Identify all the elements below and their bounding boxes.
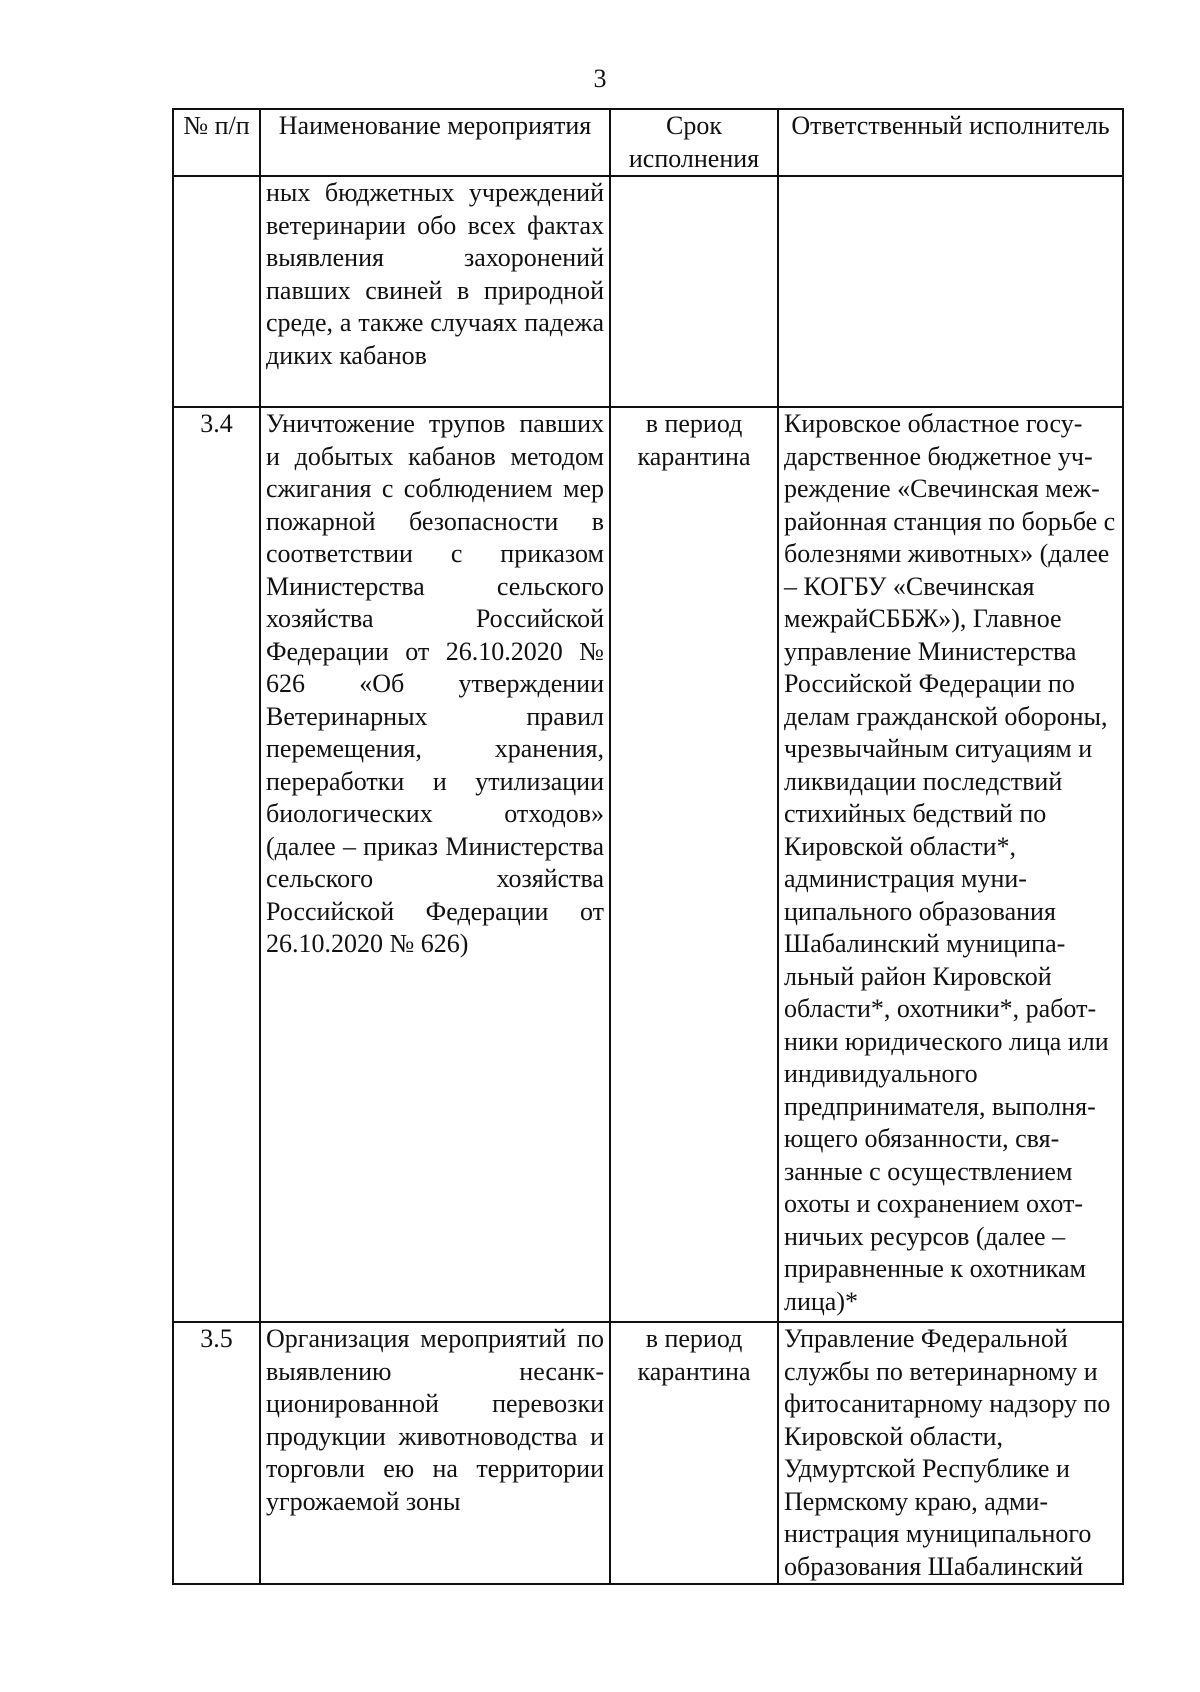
row-num: 3.4 bbox=[173, 407, 260, 1322]
row-name: ных бюджетных учреждений ветеринарии обо всех фактах выявления захоронений павших свиней в природной среде, а также случаях падежа диких кабанов bbox=[260, 176, 610, 407]
header-name: Наименование мероприятия bbox=[260, 109, 610, 176]
row-num: 3.5 bbox=[173, 1322, 260, 1584]
row-num bbox=[173, 176, 260, 407]
header-term: Срок исполнения bbox=[610, 109, 778, 176]
page-number: 3 bbox=[593, 64, 607, 93]
table-row bbox=[173, 407, 1123, 1322]
row-responsible: Кировское областное государственное бюджетное учреждение «Свечинская межрайонная станция по борьбе с болезнями животных» (далее – КОГБУ «Свечинская межрайСББЖ»), Главное управление Министерства Российской Федерации по делам гражданской обороны, чрезвычайным ситуациям и ликвидации последствий стихийных бедствий по Кировской области*, администрация муниципального образования Шабалинский муниципальный район Кировской области*, охотники*, работники юридического лица или индивидуального предпринимателя, выполняющего обязанности, связанные с осуществлением охоты и сохранением охотничьих ресурсов (далее – приравненные к охотникам лица)* bbox=[778, 407, 1123, 1322]
header-num: № п/п bbox=[173, 109, 260, 176]
table-header-row bbox=[173, 109, 1123, 176]
row-term: в период карантина bbox=[610, 407, 778, 1322]
row-term: в период карантина bbox=[610, 1322, 778, 1584]
row-term bbox=[610, 176, 778, 407]
table-row bbox=[173, 176, 1123, 407]
table-row bbox=[173, 1322, 1123, 1584]
row-name: Организация мероприятий по выявлению несанкционированной перевозки продукции животноводства и торговли ею на территории угрожаемой зоны bbox=[260, 1322, 610, 1584]
header-responsible: Ответственный исполнитель bbox=[778, 109, 1123, 176]
row-responsible: Управление Федеральной службы по ветеринарному и фитосанитарному надзору по Кировской области, Удмуртской Республике и Пермскому краю, администрация муниципального образования Шабалинский bbox=[778, 1322, 1123, 1584]
row-responsible bbox=[778, 176, 1123, 407]
measures-table bbox=[172, 108, 1124, 1585]
row-name: Уничтожение трупов павших и добытых кабанов методом сжигания с соблюдением мер пожарной безопасности в соответствии с приказом Министерства сельского хозяйства Российской Федерации от 26.10.2020 № 626 «Об утверждении Ветеринарных правил перемещения, хранения, переработки и утилизации биологических отходов» (далее – приказ Министерства сельского хозяйства Российской Федерации от 26.10.2020 № 626) bbox=[260, 407, 610, 1322]
